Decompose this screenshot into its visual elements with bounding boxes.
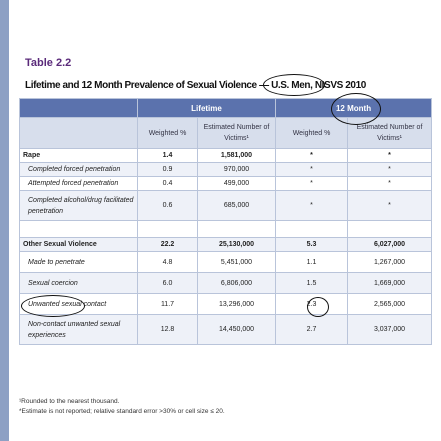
table-title: Lifetime and 12 Month Prevalence of Sexual Violence — U.S. Men, NISVS 2010 (25, 80, 366, 91)
cell: 499,000 (198, 177, 276, 191)
header-blank (20, 99, 138, 118)
cell: 1,669,000 (348, 273, 432, 294)
cell: 6.0 (138, 273, 198, 294)
cell: 5.3 (276, 238, 348, 252)
cell (198, 221, 276, 238)
cell: 0.4 (138, 177, 198, 191)
cell: 2.3 (276, 294, 348, 315)
cell: * (348, 149, 432, 163)
group-header-12-month: 12 Month (276, 99, 432, 118)
cell: 22.2 (138, 238, 198, 252)
table-row (20, 149, 432, 163)
cell: 2.7 (276, 315, 348, 345)
cell: * (348, 177, 432, 191)
document-page (19, 0, 433, 441)
footnote: *Estimate is not reported; relative standard error >30% or cell size ≤ 20. (19, 408, 225, 415)
footnote: ¹Rounded to the nearest thousand. (19, 398, 120, 405)
cell: 1.1 (276, 252, 348, 273)
cell: 1.4 (138, 149, 198, 163)
annotation-oval-12-month (331, 93, 381, 125)
table-row (20, 191, 432, 221)
cell: 13,296,000 (198, 294, 276, 315)
cell: 2,565,000 (348, 294, 432, 315)
group-header-lifetime: Lifetime (138, 99, 276, 118)
table-row (20, 252, 432, 273)
annotation-oval-made-to-penetrate (21, 295, 85, 317)
row-label: Sexual coercion (20, 273, 138, 294)
annotation-oval-1-1 (307, 297, 329, 317)
cell: * (348, 191, 432, 221)
table-row (20, 273, 432, 294)
row-label: Completed forced penetration (20, 163, 138, 177)
cell: * (276, 191, 348, 221)
cell (276, 221, 348, 238)
row-label: Non-contact unwanted sexual experiences (20, 315, 138, 345)
cell: 25,130,000 (198, 238, 276, 252)
row-label: Rape (20, 149, 138, 163)
row-label: Made to penetrate (20, 252, 138, 273)
table-row (20, 315, 432, 345)
cell: 5,451,000 (198, 252, 276, 273)
annotation-oval-us-men (263, 74, 325, 96)
cell: 14,450,000 (198, 315, 276, 345)
column-header: Estimated Number of Victims¹ (198, 118, 276, 149)
cell: 3,037,000 (348, 315, 432, 345)
cell: 12.8 (138, 315, 198, 345)
column-header: Estimated Number of Victims¹ (348, 118, 432, 149)
table-row-blank (20, 221, 432, 238)
cell: * (276, 149, 348, 163)
column-header: Weighted % (276, 118, 348, 149)
cell: * (348, 163, 432, 177)
cell: 0.9 (138, 163, 198, 177)
cell (348, 221, 432, 238)
cell: 4.8 (138, 252, 198, 273)
cell (138, 221, 198, 238)
cell: * (276, 163, 348, 177)
cell: 1,581,000 (198, 149, 276, 163)
row-label: Other Sexual Violence (20, 238, 138, 252)
cell: 1.5 (276, 273, 348, 294)
row-label (20, 221, 138, 238)
table-number: Table 2.2 (25, 57, 72, 69)
footnotes (19, 397, 225, 417)
row-label: Attempted forced penetration (20, 177, 138, 191)
row-label: Unwanted sexual contact (20, 294, 138, 315)
cell: 6,027,000 (348, 238, 432, 252)
left-accent-bar (0, 0, 9, 441)
cell: 11.7 (138, 294, 198, 315)
row-label: Completed alcohol/drug facilitated penetration (20, 191, 138, 221)
cell: 1,267,000 (348, 252, 432, 273)
table-row (20, 238, 432, 252)
cell: 0.6 (138, 191, 198, 221)
cell: * (276, 177, 348, 191)
cell: 970,000 (198, 163, 276, 177)
table-row (20, 163, 432, 177)
table-row (20, 177, 432, 191)
column-header: Weighted % (138, 118, 198, 149)
cell: 6,806,000 (198, 273, 276, 294)
subheader-blank (20, 118, 138, 149)
cell: 685,000 (198, 191, 276, 221)
